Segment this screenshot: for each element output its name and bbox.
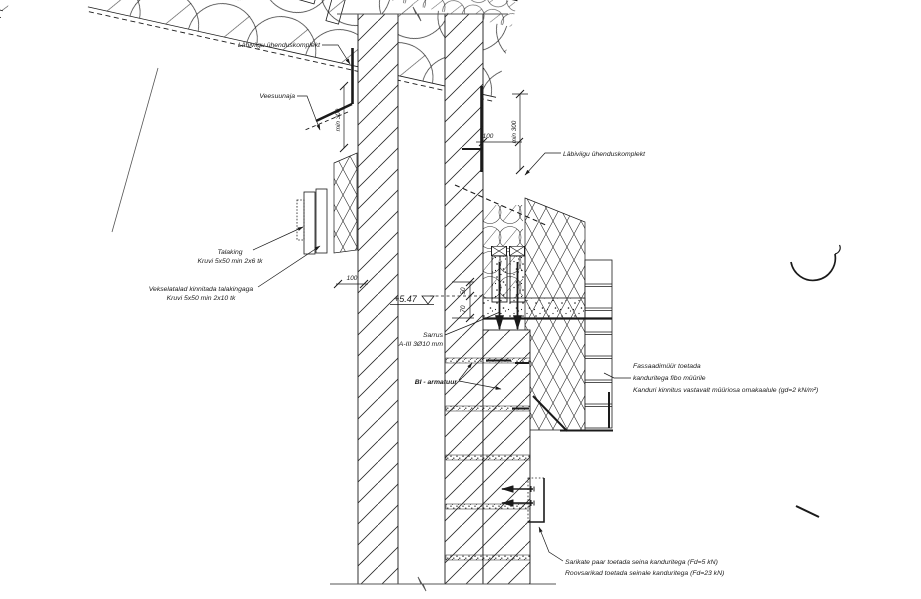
insulation-crosshatch-left <box>334 153 357 253</box>
insulation-main-layer <box>0 0 26 12</box>
leader-trimmer <box>258 246 320 287</box>
gutter <box>791 254 835 280</box>
label-trimmer-1: Vekselatalad kinnitada talakingaga <box>148 286 254 293</box>
leader-beam-shoe <box>253 227 303 250</box>
left-roof-assembly <box>0 0 58 28</box>
leader-penetration-kit-right <box>525 153 561 175</box>
label-penetration-kit-left: Läbiviigu ühenduskomplekt <box>238 42 320 49</box>
dim-100-flashing: 100 <box>482 133 494 140</box>
label-facade-3: Kanduri kinnitus vastavalt müüriosa omakaalule (gd=2 kN/m²) <box>633 387 819 394</box>
label-bi-reinforcement: BI - armatuur <box>414 379 457 386</box>
label-elevation: +5.47 <box>394 294 417 304</box>
dim-min300-right: min 300 <box>511 120 518 144</box>
gutter-bead <box>835 245 840 254</box>
support-bracket <box>796 506 819 517</box>
label-penetration-kit-right: Läbiviigu ühenduskomplekt <box>563 151 645 158</box>
talaking-plate <box>297 200 304 240</box>
label-rafters-2: Roovsarikad toetada seinale kanduritega (Fd=23 kN) <box>565 570 725 577</box>
label-water-diverter: Veesuunaja <box>259 93 295 100</box>
label-beam-shoe-2: Kruvi 5x50 min 2x6 tk <box>197 258 263 265</box>
beam-shoe-detail <box>297 189 327 254</box>
label-rafters-1: Sarikate paar toetada seina kanduritega (Fd=5 kN) <box>565 559 718 566</box>
label-rebar-2: A-III 3Ø10 mm <box>398 341 443 348</box>
label-beam-shoe-1: Talaking <box>217 249 243 256</box>
section-cut-edge <box>112 68 158 232</box>
label-facade-1: Fassaadimüür toetada <box>633 363 701 370</box>
label-rebar-1: Sarrus <box>422 332 443 339</box>
label-facade-2: kanduritega fibo müürile <box>633 375 706 382</box>
leader-water-diverter <box>297 96 320 130</box>
wall-leaf-inner <box>358 14 398 584</box>
dim-min300-left: min 300 <box>335 108 342 132</box>
dim-100-wall: 100 <box>346 275 358 282</box>
leader-rafters <box>539 527 563 561</box>
fibo-block-column <box>585 260 612 428</box>
label-trimmer-2: Kruvi 5x50 min 2x10 tk <box>166 295 236 302</box>
dim-50: 50 <box>460 287 467 295</box>
wall-leaf-outer <box>445 14 483 584</box>
dim-70: 70 <box>460 305 467 313</box>
